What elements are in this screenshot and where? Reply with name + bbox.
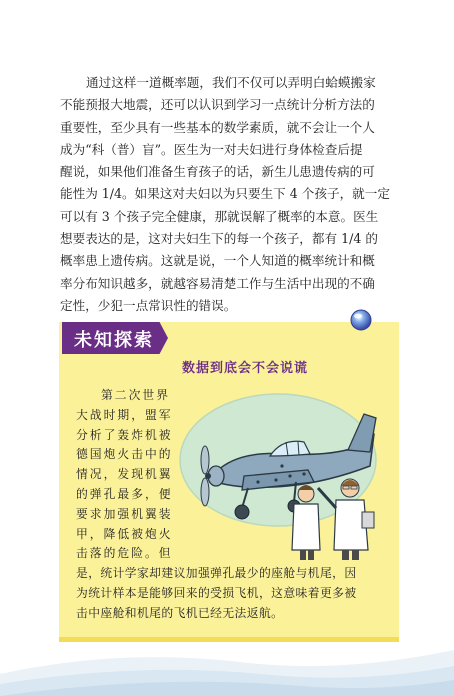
box-title: 数据到底会不会说谎	[181, 361, 308, 376]
story-line: 情况，发现机翼	[76, 467, 173, 482]
story-line: 分析了轰炸机被	[76, 427, 173, 442]
story-line: 的弹孔最多，便	[76, 486, 173, 501]
article-line: 想要表达的是，这对夫妇生下的每一个孩子，都有 1/4 的	[60, 231, 378, 247]
article-line: 率分布知识越多，就越容易清楚工作与生活中出现的不确	[60, 275, 375, 291]
story-line: 要求加强机翼装	[76, 506, 173, 521]
airplane-illustration	[178, 390, 388, 565]
tag-label: 未知探索	[74, 330, 154, 351]
story-line: 击中座舱和机尾的飞机已经无法返航。	[76, 605, 284, 620]
article-line: 通过这样一道概率题，我们不仅可以弄明白蛤蟆搬家	[86, 75, 376, 90]
article-line: 能性为 1/4。如果这对夫妇以为只要生下 4 个孩子，就一定	[60, 186, 390, 202]
article-paragraph	[60, 72, 400, 317]
story-line: 德国炮火击中的	[76, 447, 173, 462]
blue-orb-icon	[350, 309, 372, 331]
article-line: 概率患上遗传病。这就是说，一个人知道的概率统计和概	[60, 253, 375, 269]
story-line: 击落的危险。但	[76, 546, 173, 561]
story-line: 大战时期，盟军	[76, 407, 173, 422]
story-bottom-text	[76, 564, 386, 623]
story-line: 甲，降低被炮火	[76, 526, 173, 541]
story-line: 为统计样本是能够回来的受损飞机，这意味着更多被	[76, 585, 357, 600]
story-line: 第二次世界	[101, 388, 170, 402]
page-bottom-swoosh	[0, 640, 454, 696]
article-line: 成为“科（普）盲”。医生为一对夫妇进行身体检查后提	[60, 141, 363, 157]
article-line: 不能预报大地震，还可以认识到学习一点统计分析方法的	[60, 97, 375, 113]
article-line: 可以有 3 个孩子完全健康，那就误解了概率的本意。医生	[60, 208, 379, 224]
article-line: 重要性，至少具有一些基本的数学素质，就不会让一个人	[60, 119, 375, 135]
article-line: 醒说，如果他们准备生育孩子的话，新生儿患遗传病的可	[60, 164, 375, 180]
story-left-column	[76, 386, 186, 564]
section-tag	[62, 322, 168, 354]
story-line: 是，统计学家却建议加强弹孔最少的座舱与机尾，因	[76, 566, 357, 580]
article-line: 定性，少犯一点常识性的错误。	[60, 297, 237, 313]
